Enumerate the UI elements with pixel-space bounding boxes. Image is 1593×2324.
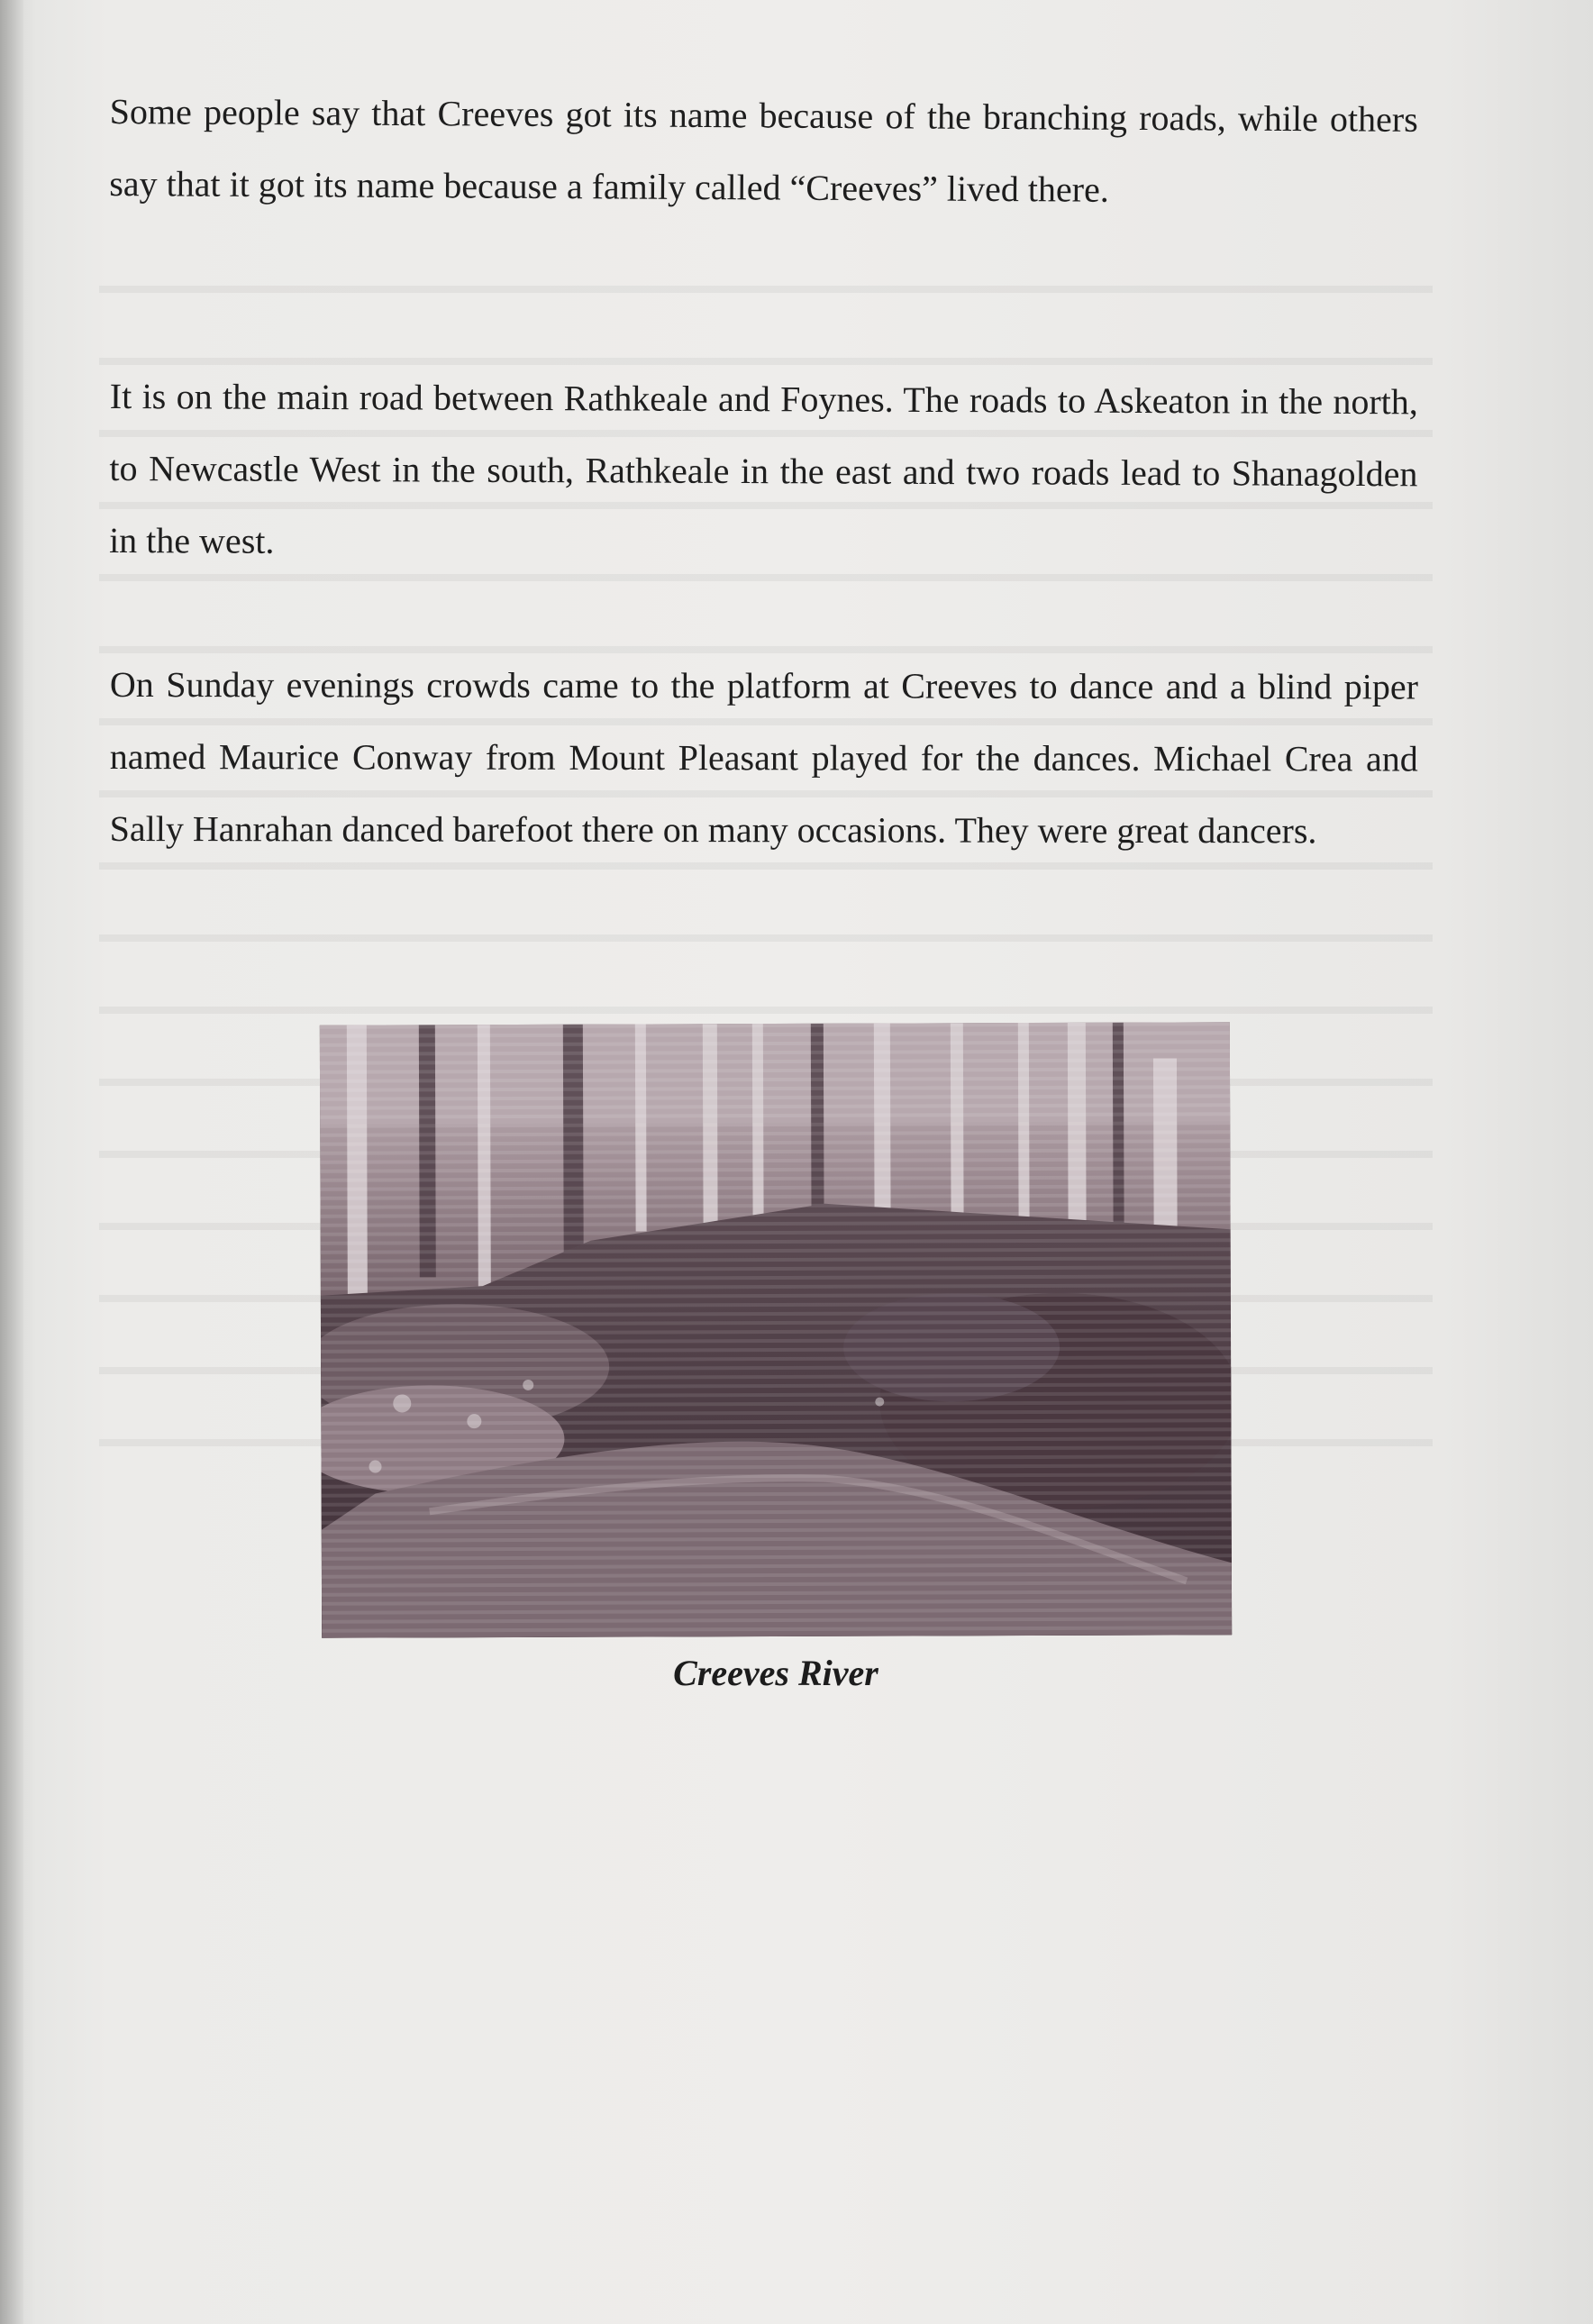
paragraph-dancing: On Sunday evenings crowds came to the platform at Creeves to dance and a blind piper named Maurice Conway from Mount Pleasant played for the dances. Michael Crea and Sally Hanrahan danced barefoot there on many occasions. They were great dancers. (109, 664, 1418, 852)
photo-image (320, 1022, 1232, 1638)
figure-caption: Creeves River (673, 1653, 878, 1693)
page-gutter-shadow (0, 0, 23, 2324)
paragraph-name-origin: Some people say that Creeves got its name because of the branching roads, while others say that it got its name because a family called “Creeves” lived there. (109, 90, 1418, 210)
paragraph-location: It is on the main road between Rathkeale and Foynes. The roads to Askeaton in the north, to Newcastle West in the south, Rathkeale in the east and two roads lead to Shanagolden in the west. (109, 375, 1418, 561)
creeves-river-photo (320, 1022, 1232, 1638)
